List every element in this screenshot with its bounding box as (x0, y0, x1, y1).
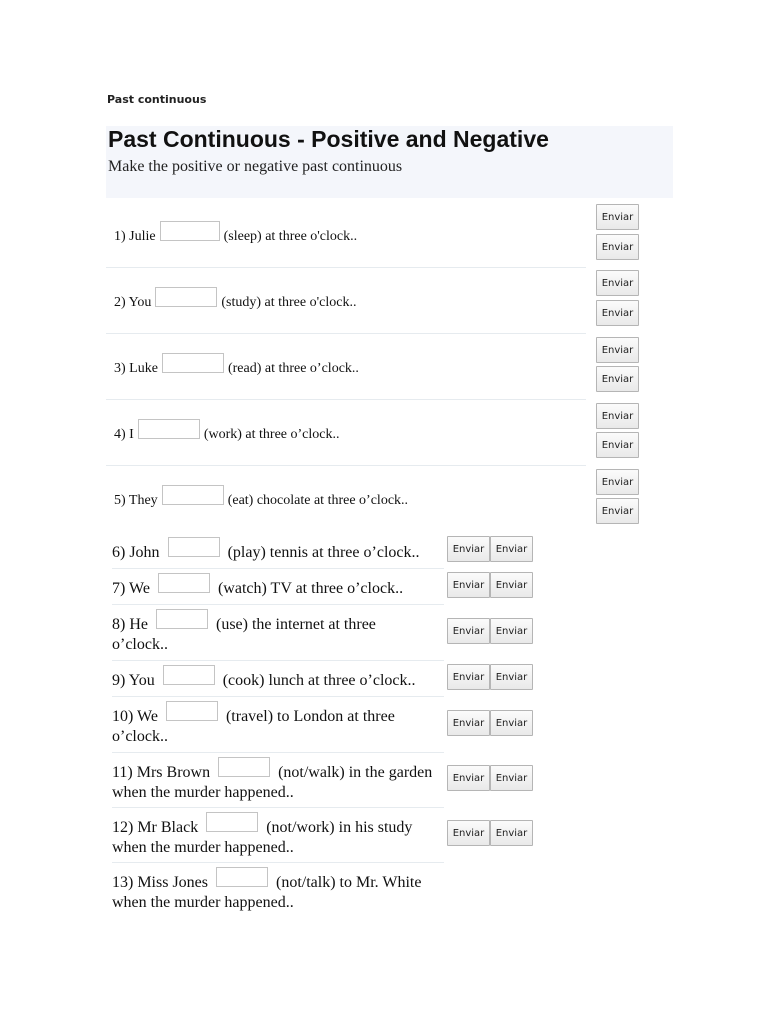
question-13 (112, 873, 421, 913)
answer-input[interactable] (158, 573, 210, 593)
question-suffix: (study) at three o'clock.. (221, 295, 357, 310)
question-suffix: (eat) chocolate at three o’clock.. (227, 493, 409, 508)
answer-input[interactable] (166, 701, 218, 721)
answer-input[interactable] (163, 665, 215, 685)
question-prefix: 4) I (114, 427, 134, 442)
submit-button[interactable]: Enviar (596, 498, 639, 524)
row-divider (112, 568, 444, 569)
question-suffix: (use) the internet at three (215, 616, 376, 633)
question-prefix: 1) Julie (114, 229, 156, 244)
submit-button[interactable]: Enviar (490, 710, 533, 736)
answer-input[interactable] (168, 537, 220, 557)
question-suffix: (travel) to London at three (225, 708, 395, 725)
answer-input[interactable] (162, 485, 224, 505)
submit-button[interactable]: Enviar (447, 536, 490, 562)
question-4 (114, 425, 340, 445)
row-divider (112, 696, 444, 697)
submit-button[interactable]: Enviar (490, 664, 533, 690)
question-10 (112, 707, 395, 747)
submit-button[interactable]: Enviar (447, 618, 490, 644)
submit-button[interactable]: Enviar (596, 234, 639, 260)
question-8 (112, 615, 376, 655)
question-suffix: (work) at three o’clock.. (203, 427, 340, 442)
question-list-part1 (106, 200, 673, 530)
submit-button[interactable]: Enviar (447, 710, 490, 736)
answer-input[interactable] (218, 757, 270, 777)
row-divider (106, 333, 586, 334)
question-prefix: 5) They (114, 493, 158, 508)
question-9 (112, 671, 416, 691)
row-divider (106, 465, 586, 466)
question-prefix: 10) We (112, 708, 158, 725)
question-prefix: 13) Miss Jones (112, 874, 209, 891)
submit-button[interactable]: Enviar (490, 572, 533, 598)
question-continuation: when the murder happened.. (112, 894, 294, 912)
submit-button[interactable]: Enviar (447, 664, 490, 690)
answer-input[interactable] (162, 353, 224, 373)
question-prefix: 2) You (114, 295, 152, 310)
submit-button[interactable]: Enviar (447, 572, 490, 598)
question-prefix: 11) Mrs Brown (112, 764, 211, 781)
question-continuation: when the murder happened.. (112, 784, 294, 802)
submit-button[interactable]: Enviar (596, 300, 639, 326)
question-suffix: (read) at three o’clock.. (227, 361, 359, 376)
submit-button[interactable]: Enviar (596, 469, 639, 495)
question-suffix: (cook) lunch at three o’clock.. (222, 672, 416, 689)
submit-button[interactable]: Enviar (490, 536, 533, 562)
answer-input[interactable] (160, 221, 220, 241)
submit-button[interactable]: Enviar (596, 403, 639, 429)
answer-input[interactable] (206, 812, 258, 832)
page-title: Past Continuous - Positive and Negative (108, 126, 549, 152)
instructions: Make the positive or negative past continuous (108, 158, 403, 175)
row-divider (106, 399, 586, 400)
submit-button[interactable]: Enviar (596, 366, 639, 392)
question-prefix: 3) Luke (114, 361, 158, 376)
submit-button[interactable]: Enviar (447, 820, 490, 846)
submit-button[interactable]: Enviar (596, 270, 639, 296)
question-suffix: (not/walk) in the garden (278, 764, 433, 781)
question-6 (112, 543, 419, 563)
question-prefix: 8) He (112, 616, 148, 633)
submit-button[interactable]: Enviar (596, 432, 639, 458)
row-divider (112, 660, 444, 661)
question-1 (114, 227, 357, 247)
row-divider (112, 862, 444, 863)
submit-button[interactable]: Enviar (490, 618, 533, 644)
question-5 (114, 491, 408, 511)
answer-input[interactable] (156, 609, 208, 629)
question-prefix: 7) We (112, 580, 150, 597)
question-continuation: o’clock.. (112, 728, 168, 746)
question-prefix: 6) John (112, 544, 160, 561)
question-suffix: (play) tennis at three o’clock.. (227, 544, 420, 561)
submit-button[interactable]: Enviar (490, 765, 533, 791)
answer-input[interactable] (138, 419, 200, 439)
submit-button[interactable]: Enviar (596, 337, 639, 363)
question-11 (112, 763, 432, 803)
question-continuation: o’clock.. (112, 636, 168, 654)
answer-input[interactable] (155, 287, 217, 307)
row-divider (112, 807, 444, 808)
question-suffix: (not/talk) to Mr. White (276, 874, 422, 891)
submit-button[interactable]: Enviar (596, 204, 639, 230)
row-divider (106, 267, 586, 268)
question-suffix: (watch) TV at three o’clock.. (217, 580, 404, 597)
submit-button[interactable]: Enviar (490, 820, 533, 846)
row-divider (112, 604, 444, 605)
question-suffix: (sleep) at three o'clock.. (223, 229, 358, 244)
exercise-header (106, 126, 673, 198)
document-label: Past continuous (107, 93, 207, 106)
answer-input[interactable] (216, 867, 268, 887)
question-suffix: (not/work) in his study (266, 819, 413, 836)
question-prefix: 12) Mr Black (112, 819, 199, 836)
submit-button[interactable]: Enviar (447, 765, 490, 791)
question-continuation: when the murder happened.. (112, 839, 294, 857)
row-divider (112, 752, 444, 753)
question-prefix: 9) You (112, 672, 155, 689)
question-3 (114, 359, 359, 379)
question-12 (112, 818, 412, 858)
question-7 (112, 579, 403, 599)
question-2 (114, 293, 356, 313)
